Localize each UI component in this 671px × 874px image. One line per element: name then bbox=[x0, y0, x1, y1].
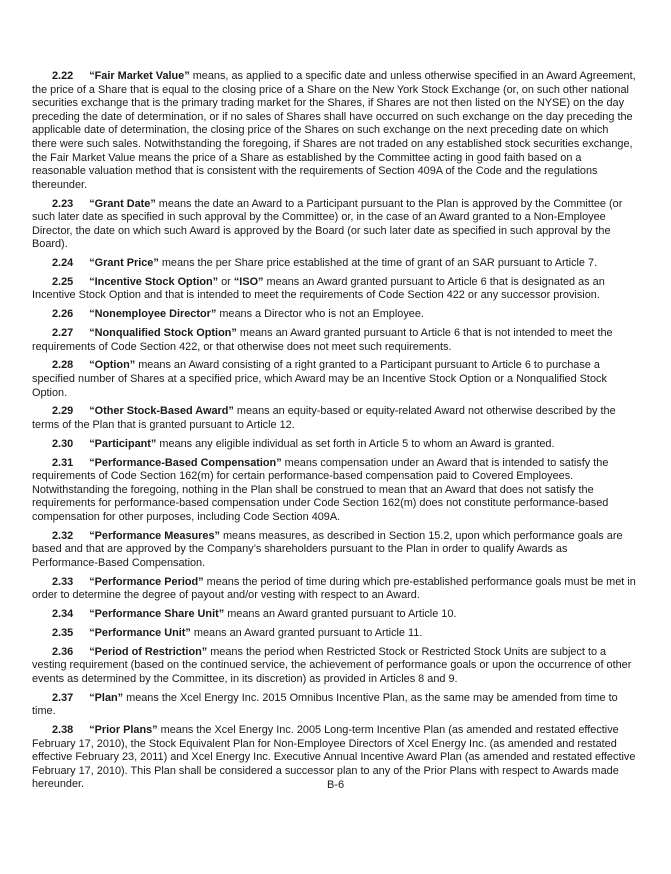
defined-term: “Performance Unit” bbox=[89, 626, 191, 639]
defined-term: “Other Stock-Based Award” bbox=[89, 405, 234, 418]
definition-2-23: 2.23 “Grant Date” means the date an Award to a Participant pursuant to the Plan is approved by the Committee (or such later date as specified in such approval by the Committee) or, in the case of an Award granted to a Non-Employee Director, the date on which such Award is approved by the Board (or such later date as specified in such approval by the Board). bbox=[32, 197, 623, 251]
definition-2-29: 2.29 “Other Stock-Based Award” means an equity-based or equity-related Award not otherwise described by the terms of the Plan that is granted pursuant to Article 12. bbox=[32, 405, 616, 431]
definition-2-27: 2.27 “Nonqualified Stock Option” means an Award granted pursuant to Article 6 that is not intended to meet the requirements of Code Section 422, or that otherwise does not meet such requirements. bbox=[32, 327, 613, 353]
defined-term: “Nonemployee Director” bbox=[89, 308, 217, 321]
defined-term: “Performance Measures” bbox=[89, 529, 220, 542]
definition-2-30: 2.30 “Participant” means any eligible individual as set forth in Article 5 to whom an Award is granted. bbox=[52, 437, 555, 450]
defined-term: “Fair Market Value” bbox=[89, 70, 190, 82]
definition-2-38: 2.38 “Prior Plans” means the Xcel Energy Inc. 2005 Long-term Incentive Plan (as amended and restated effective February 17, 2010), the Stock Equivalent Plan for Non-Employee Directors of Xcel Energy Inc. (as amended and restated effective February 23, 2011) and Xcel Energy Inc. Executive Annual Incentive Award Plan (as amended and restated effective February 17, 2010). This Plan shall be considered a successor plan to any of the Prior Plans with respect to Awards made hereunder. bbox=[32, 723, 636, 791]
defined-term: “Incentive Stock Option” bbox=[89, 275, 219, 288]
defined-term: “Prior Plans” bbox=[89, 723, 158, 736]
definition-2-25: 2.25 “Incentive Stock Option” or “ISO” means an Award granted pursuant to Article 6 that is designated as an Incentive Stock Option and that is intended to meet the requirements of Code Section 422 or any successor provision. bbox=[32, 275, 605, 302]
definition-2-32: 2.32 “Performance Measures” means measures, as described in Section 15.2, upon which performance goals are based and that are approved by the Company’s shareholders pursuant to the Plan in order to qualify Awards as Performance-Based Compensation. bbox=[32, 529, 623, 569]
page-number: B-6 bbox=[326, 779, 345, 791]
defined-term: “Performance Share Unit” bbox=[89, 608, 225, 621]
definition-2-35: 2.35 “Performance Unit” means an Award granted pursuant to Article 11. bbox=[52, 626, 423, 639]
defined-term: “Performance-Based Compensation” bbox=[89, 456, 282, 469]
defined-term: “Plan” bbox=[89, 691, 124, 704]
defined-term: “Option” bbox=[89, 359, 136, 372]
defined-term: “Grant Date” bbox=[89, 197, 156, 210]
document-body bbox=[32, 70, 636, 797]
definition-2-36: 2.36 “Period of Restriction” means the period when Restricted Stock or Restricted Stock Units are subject to a vesting requirement (based on the continued service, the achievement of performance goals or upon the occurrence of other events as determined by the Committee, in its discretion) as provided in Articles 8 and 9. bbox=[32, 645, 632, 685]
definition-2-24: 2.24 “Grant Price” means the per Share price established at the time of grant of an SAR pursuant to Article 7. bbox=[52, 257, 598, 270]
definition-2-22: 2.22 “Fair Market Value” means, as applied to a specific date and unless otherwise specified in an Award Agreement, the price of a Share that is equal to the closing price of a Share on the New York Stock Exchange (or, on such other national securities exchange that is the primary trading market for the Shares, if Shares are not then listed on the NYSE) on the day preceding the date of determination, or if no sales of Shares shall have occurred on such exchange on the day preceding the applicable date of determination, the closing price of the Shares on such exchange on the next preceding date on which there were such sales. Notwithstanding the foregoing, if Shares are not traded on any established stock securities exchange, the Fair Market Value means the price of a Share as established by the Committee acting in good faith based on a reasonable valuation method that is consistent with the requirements of Section 409A of the Code and the regulations thereunder. bbox=[32, 70, 636, 191]
definition-2-28: 2.28 “Option” means an Award consisting of a right granted to a Participant pursuant to Article 6 to purchase a specified number of Shares at a specified price, which Award may be an Incentive Stock Option or a Nonqualified Stock Option. bbox=[32, 359, 607, 399]
definition-2-33: 2.33 “Performance Period” means the period of time during which pre-established performance goals must be met in order to determine the degree of payout and/or vesting with respect to an Award. bbox=[32, 575, 636, 602]
defined-term: “Nonqualified Stock Option” bbox=[89, 327, 237, 340]
defined-term: “Participant” bbox=[89, 437, 157, 450]
definition-2-26: 2.26 “Nonemployee Director” means a Director who is not an Employee. bbox=[52, 308, 424, 321]
defined-term: “Grant Price” bbox=[89, 257, 159, 270]
definition-2-37: 2.37 “Plan” means the Xcel Energy Inc. 2015 Omnibus Incentive Plan, as the same may be amended from time to time. bbox=[32, 691, 618, 718]
defined-term: “Period of Restriction” bbox=[89, 645, 208, 658]
defined-term: “Performance Period” bbox=[89, 575, 204, 588]
defined-term-alt: “ISO” bbox=[233, 275, 264, 288]
definition-2-31: 2.31 “Performance-Based Compensation” means compensation under an Award that is intended to satisfy the requirements of Code Section 162(m) for certain performance-based compensation paid to Covered Employees. Notwithstanding the foregoing, nothing in the Plan shall be construed to mean that an Award that does not satisfy the requirements for performance-based compensation under Code Section 162(m) does not constitute performance-based compensation for other purposes, including Code Section 409A. bbox=[32, 456, 609, 523]
definition-2-34: 2.34 “Performance Share Unit” means an Award granted pursuant to Article 10. bbox=[52, 608, 457, 621]
